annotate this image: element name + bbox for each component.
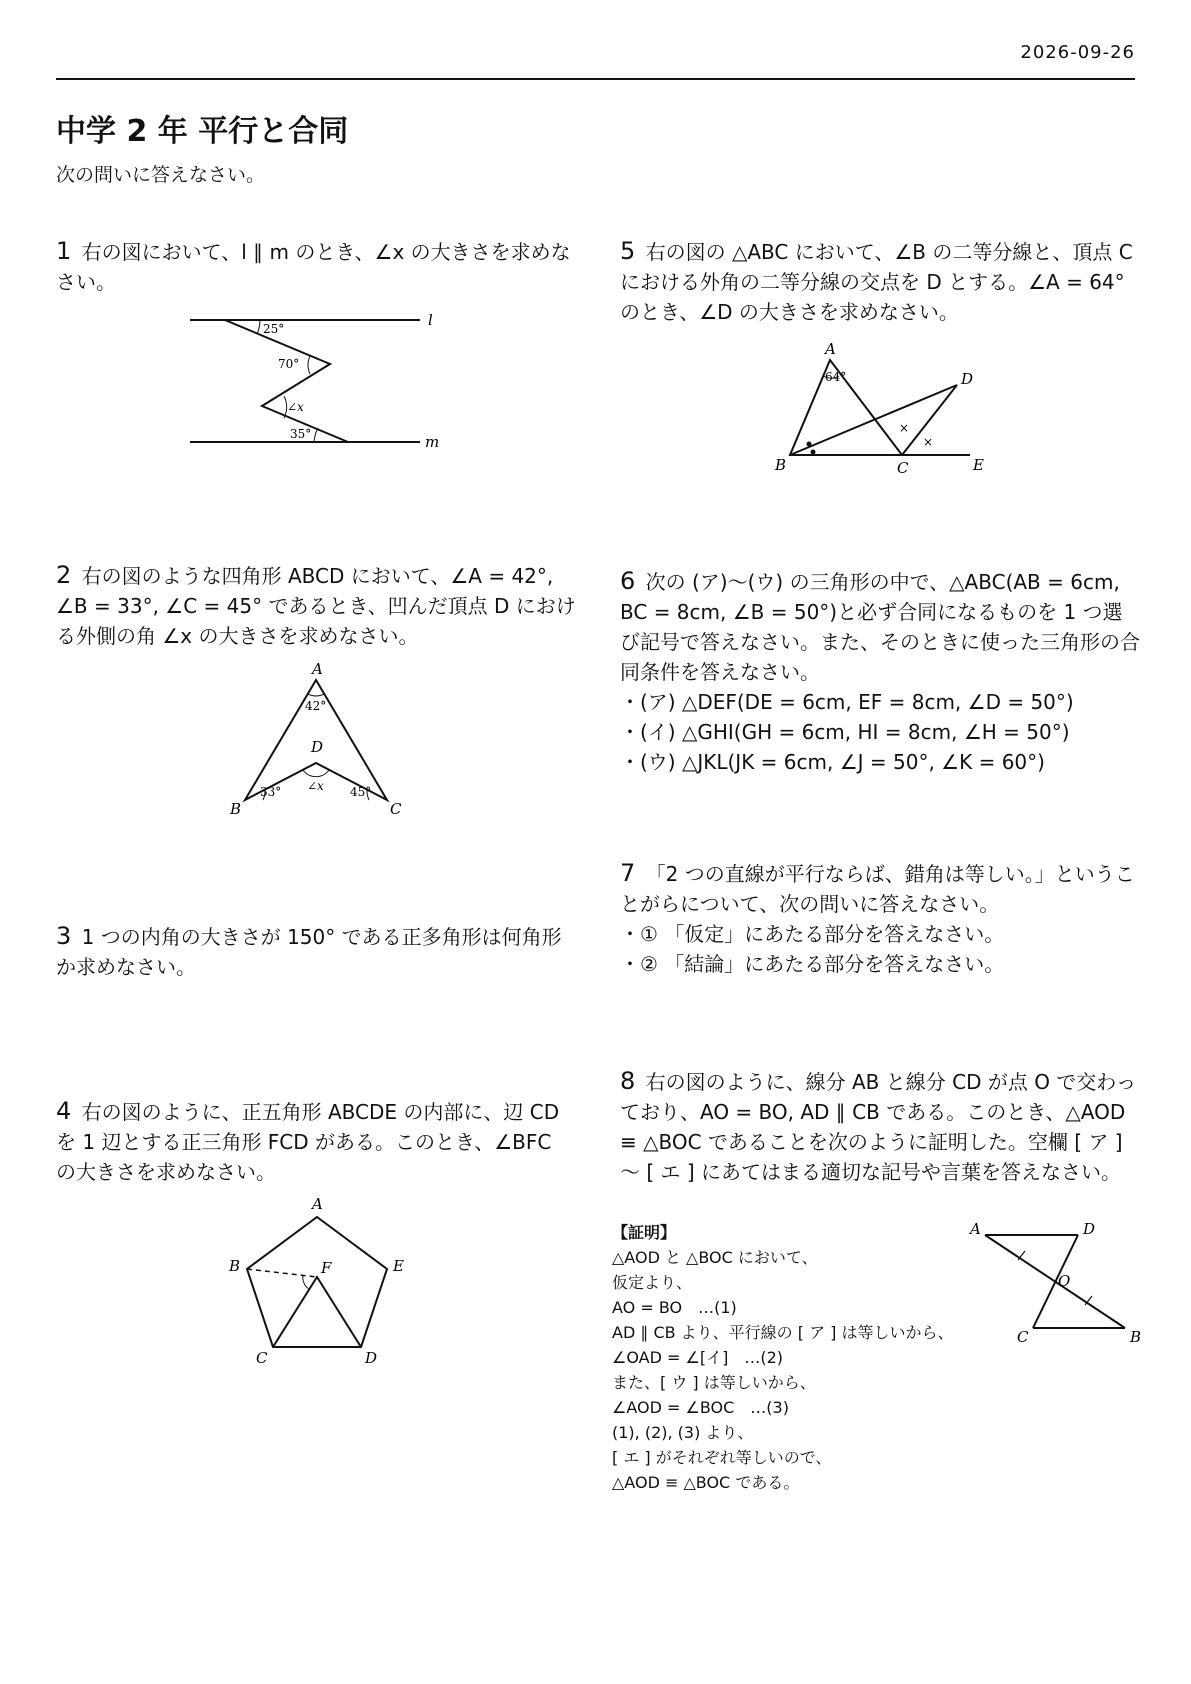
vertex-c: C [390,800,402,818]
question-number: 3 [56,922,72,950]
vertex-b: B [230,800,242,818]
vertex-b: B [775,456,787,474]
vertex-c: C [897,459,909,477]
question-5 [620,236,1140,327]
option-item: ・ (ア) △DEF(DE = 6cm, EF = 8cm, ∠D = 50°) [620,687,1140,717]
question-text: 右の図において、l ∥ m のとき、∠x の大きさを求めなさい。 [56,240,571,294]
angle-mark-dot [807,442,812,447]
figure-q2 [225,660,425,820]
print-date: 2026-09-26 [1020,42,1135,63]
question-text: 右の図のように、正五角形 ABCDE の内部に、辺 CD を 1 辺とする正三角形 FCD がある。このとき、∠BFC の大きさを求めなさい。 [56,1100,560,1184]
point-o: O [1058,1272,1071,1290]
question-number: 5 [620,237,636,265]
proof-line: 仮定より、 [612,1273,693,1292]
proof-line: AD ∥ CB より、平行線の [ ア ] は等しいから、 [612,1323,954,1342]
vertex-b: B [229,1257,241,1275]
arc-bfc [303,1275,309,1289]
segment-cd [1033,1235,1078,1328]
angle-x: ∠x [307,779,324,793]
angle-a: 64° [825,370,847,384]
option-item: ・ (イ) △GHI(GH = 6cm, HI = 8cm, ∠H = 50°) [620,717,1140,747]
vertex-e: E [973,456,984,474]
segment-bf [247,1269,317,1277]
question-text: 「2 つの直線が平行ならば、錯角は等しい。」ということがらについて、次の問いに答えなさい。 [620,862,1135,916]
vertex-d: D [311,738,324,756]
angle-a: 42° [305,699,327,713]
question-2 [56,560,576,651]
point-a: A [970,1220,981,1238]
proof-line: (1), (2), (3) より、 [612,1423,754,1442]
label-m: m [425,433,440,451]
question-8 [620,1066,1140,1187]
angle-25: 25° [263,322,285,336]
question-text: 右の図のような四角形 ABCD において、∠A = 42°, ∠B = 33°, ∠C = 45° であるとき、凹んだ頂点 D における外側の角 ∠x の大きさを求めなさい。 [56,564,576,648]
point-b: B [1130,1328,1142,1346]
zigzag [225,320,348,442]
figure-q5 [775,340,995,480]
question-text: 右の図のように、線分 AB と線分 CD が点 O で交わっており、AO = BO, AD ∥ CB である。このとき、△AOD ≡ △BOC であることを次のように証明した。空欄 [ ア ] 〜 [ エ ] にあてはまる適切な記号や言葉を答えなさい。 [620,1070,1137,1184]
point-c: C [1017,1328,1029,1346]
question-text: 右の図の △ABC において、∠B の二等分線と、頂点 C における外角の二等分線の交点を D とする。∠A = 64° のとき、∠D の大きさを求めなさい。 [620,240,1133,324]
angle-mark-dot [811,450,816,455]
angle-35: 35° [290,427,312,441]
arc-a [308,694,324,696]
proof-heading: 【証明】 [612,1223,677,1242]
sub-question-item: ・ ② 「結論」にあたる部分を答えなさい。 [620,949,1140,979]
arc-x [303,770,329,777]
figure-q8 [970,1220,1150,1350]
vertex-c: C [256,1349,268,1367]
question-4 [56,1096,576,1187]
vertex-f: F [321,1259,332,1277]
question-3 [56,921,576,982]
label-l: l [428,311,433,329]
proof-block [612,1220,972,1495]
arc-35 [314,428,318,442]
question-number: 4 [56,1097,72,1125]
proof-line: △AOD ≡ △BOC である。 [612,1473,800,1492]
figure-q4 [225,1195,425,1365]
question-text: 次の (ア)〜(ウ) の三角形の中で、△ABC(AB = 6cm, BC = 8cm, ∠B = 50°)と必ず合同になるものを 1 つ選び記号で答えなさい。また、そのときに使った三角形の合同条件を答えなさい。 [620,570,1140,684]
proof-line: ∠OAD = ∠[イ] …(2) [612,1348,783,1367]
angle-mark-cross: × [923,435,934,449]
question-number: 6 [620,567,636,595]
vertex-e: E [393,1257,404,1275]
header-rule [56,78,1135,80]
proof-line: △AOD と △BOC において、 [612,1248,818,1267]
proof-line: また、[ ウ ] は等しいから、 [612,1373,816,1392]
vertex-a: A [312,1195,323,1213]
angle-x: ∠x [287,400,304,414]
sub-question-list [620,919,1140,979]
angle-b: 33° [260,785,282,799]
question-1 [56,236,576,297]
option-list [620,687,1140,777]
arc-70 [308,356,310,374]
figure-q1 [190,310,450,460]
sub-question-item: ・ ① 「仮定」にあたる部分を答えなさい。 [620,919,1140,949]
vertex-d: D [365,1349,378,1367]
triangle-fcd [273,1277,361,1347]
question-6 [620,566,1140,777]
question-text: 1 つの内角の大きさが 150° である正多角形は何角形か求めなさい。 [56,925,562,979]
question-number: 2 [56,561,72,589]
question-number: 8 [620,1067,636,1095]
proof-line: ∠AOD = ∠BOC …(3) [612,1398,789,1417]
question-7 [620,858,1140,979]
option-item: ・ (ウ) △JKL(JK = 6cm, ∠J = 50°, ∠K = 60°) [620,747,1140,777]
angle-mark-cross: × [899,421,910,435]
question-number: 1 [56,237,72,265]
question-number: 7 [620,859,636,887]
pentagon-abcde [247,1217,387,1347]
instructions: 次の問いに答えなさい。 [56,164,266,186]
vertex-a: A [312,660,323,678]
angle-c: 45° [350,785,372,799]
proof-line: [ エ ] がそれぞれ等しいので、 [612,1448,832,1467]
vertex-a: A [825,340,836,358]
vertex-d: D [961,370,974,388]
angle-70: 70° [278,357,300,371]
point-d: D [1083,1220,1096,1238]
proof-line: AO = BO …(1) [612,1298,737,1317]
page-title: 中学 2 年 平行と合同 [56,114,349,149]
arc-25 [257,320,260,334]
